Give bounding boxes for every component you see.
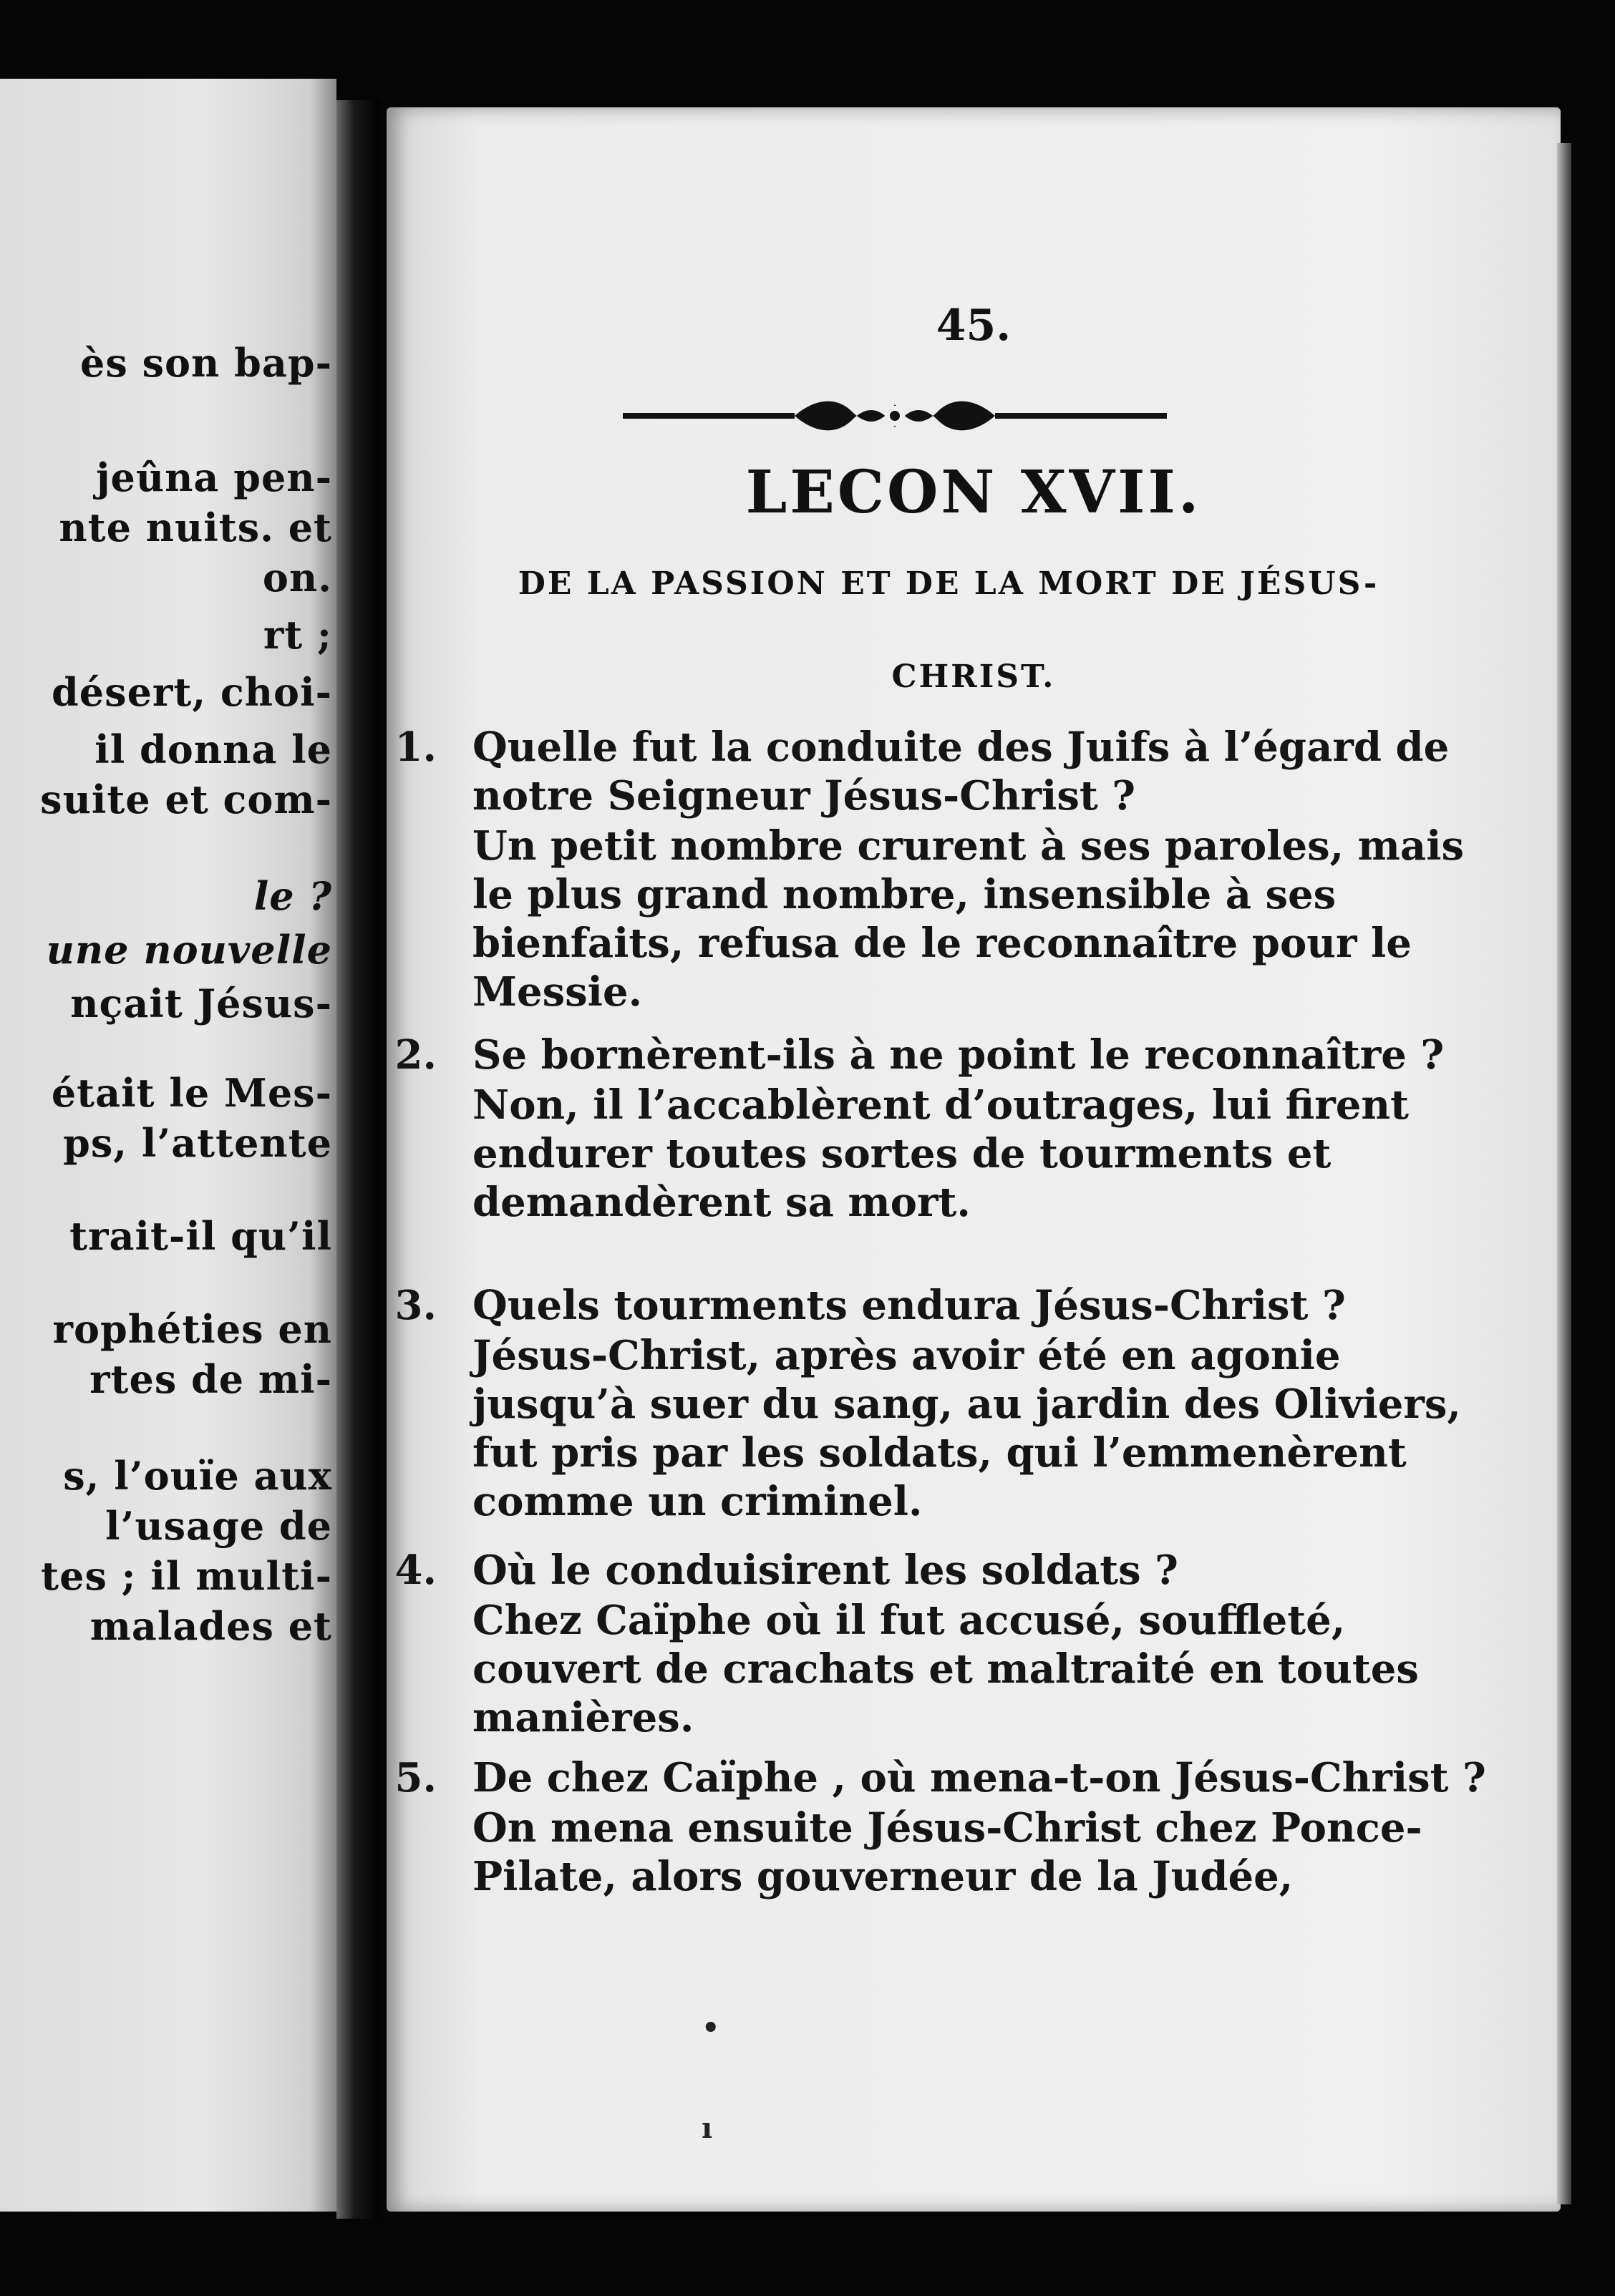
qa-item-1 xyxy=(387,723,1503,1016)
qa-number: 4. xyxy=(394,1547,437,1594)
footer-mark: ı xyxy=(702,2111,713,2145)
left-page-line: s, l’ouïe aux xyxy=(63,1453,332,1499)
left-page-line: malades et xyxy=(89,1603,332,1649)
left-page-line: suite et com- xyxy=(40,777,332,822)
qa-question: Quels tourments endura Jésus-Christ ? xyxy=(472,1282,1346,1329)
footer-mark: • xyxy=(702,2011,720,2045)
qa-question: Quelle fut la conduite des Juifs à l’égard de notre Seigneur Jésus-Christ ? xyxy=(472,724,1450,819)
qa-item-5 xyxy=(387,1753,1503,1901)
qa-item-2 xyxy=(387,1031,1503,1227)
lesson-subtitle-line1: DE LA PASSION ET DE LA MORT DE JÉSUS- xyxy=(518,565,1379,602)
left-page-line: on. xyxy=(262,555,332,600)
left-page-line: une nouvelle xyxy=(46,927,332,973)
qa-number: 1. xyxy=(394,724,437,771)
qa-question: Où le conduisirent les soldats ? xyxy=(472,1547,1178,1594)
left-page-line: désert, choi- xyxy=(52,669,332,715)
left-page-line: le ? xyxy=(253,873,332,919)
qa-answer: Un petit nombre crurent à ses paroles, mais le plus grand nombre, insensible à ses bienfaits, refusa de le reconnaître pour le Messie. xyxy=(472,822,1464,1016)
qa-number: 2. xyxy=(394,1031,437,1079)
left-page-line: rtes de mi- xyxy=(89,1356,332,1402)
right-page xyxy=(387,107,1561,2212)
left-page-line: nte nuits. et xyxy=(59,505,332,550)
book-gutter xyxy=(336,100,379,2219)
qa-question: Se bornèrent-ils à ne point le reconnaître ? xyxy=(472,1031,1445,1079)
qa-answer: Non, il l’accablèrent d’outrages, lui firent endurer toutes sortes de tourments et demandèrent sa mort. xyxy=(472,1081,1409,1226)
left-page-line: trait-il qu’il xyxy=(69,1213,332,1259)
left-page-line: l’usage de xyxy=(105,1503,332,1549)
qa-item-4 xyxy=(387,1546,1503,1742)
left-page-line: ès son bap- xyxy=(80,340,332,386)
qa-answer: On mena ensuite Jésus-Christ chez Ponce-Pilate, alors gouverneur de la Judée, xyxy=(472,1804,1422,1900)
left-page-line: il donna le xyxy=(94,726,332,772)
qa-answer: Chez Caïphe où il fut accusé, souffleté, couvert de crachats et maltraité en toutes manières. xyxy=(472,1597,1419,1741)
qa-item-3 xyxy=(387,1281,1503,1526)
qa-number: 3. xyxy=(394,1282,437,1329)
page-number: 45. xyxy=(936,301,1012,351)
qa-question: De chez Caïphe , où mena-t-on Jésus-Christ ? xyxy=(472,1754,1486,1801)
left-page-line: tes ; il multi- xyxy=(41,1553,332,1599)
left-page-line: ps, l’attente xyxy=(63,1120,332,1166)
left-page-line: rt ; xyxy=(263,612,332,658)
ornament-divider xyxy=(623,390,1167,440)
left-page-line: était le Mes- xyxy=(51,1070,332,1116)
lesson-title: LECON XVII. xyxy=(745,458,1202,527)
qa-number: 5. xyxy=(394,1754,437,1801)
left-page-line: rophéties en xyxy=(52,1306,332,1352)
page-edge xyxy=(1557,143,1571,2204)
lesson-subtitle-line2: CHRIST. xyxy=(891,658,1056,695)
qa-answer: Jésus-Christ, après avoir été en agonie jusqu’à suer du sang, au jardin des Oliviers, fut pris par les soldats, qui l’emmenèrent comme un criminel. xyxy=(472,1332,1461,1525)
left-page xyxy=(0,79,336,2212)
left-page-line: jeûna pen- xyxy=(96,454,332,500)
left-page-line: nçait Jésus- xyxy=(70,981,332,1026)
